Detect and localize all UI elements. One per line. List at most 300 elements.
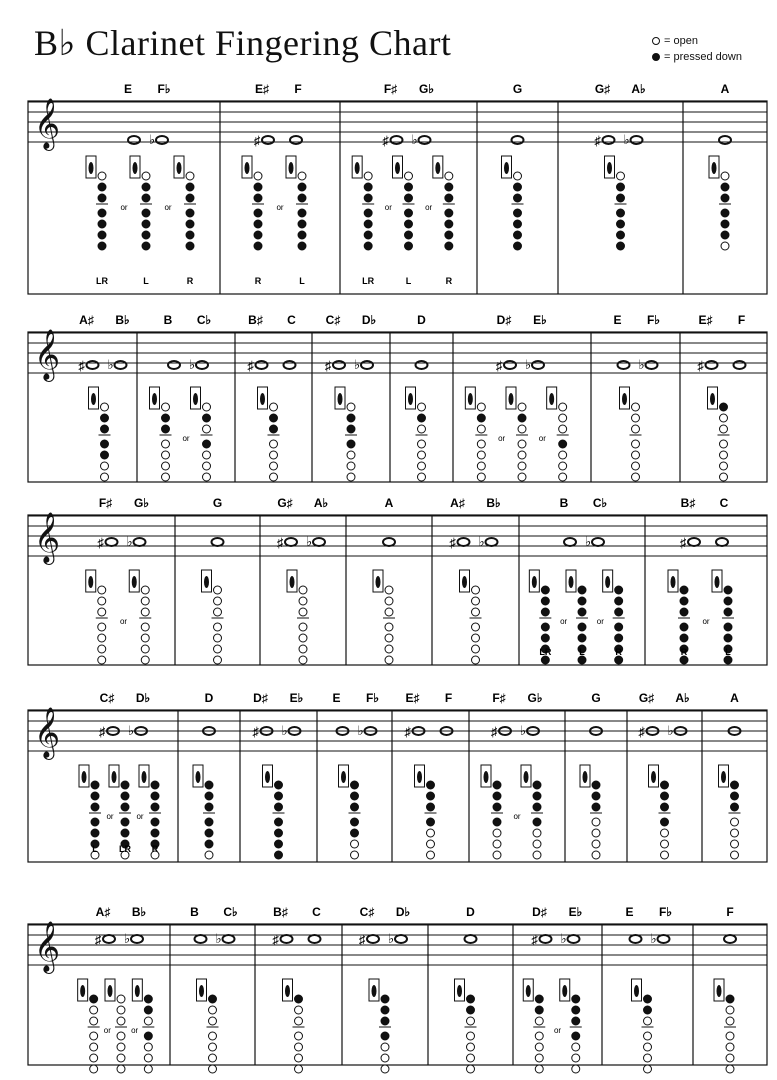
pressed-hole [98, 231, 106, 239]
open-hole [445, 172, 453, 180]
open-hole [518, 462, 526, 470]
open-hole [632, 451, 640, 459]
open-hole [90, 1043, 98, 1051]
open-hole [632, 473, 640, 481]
note-head [532, 361, 544, 369]
open-hole [617, 172, 625, 180]
open-hole [472, 645, 480, 653]
flat-sign: ♭ [124, 931, 131, 946]
pressed-hole [514, 209, 522, 217]
note-head [131, 935, 143, 943]
note-name: G♯ [277, 496, 293, 510]
pressed-hole [254, 209, 262, 217]
pressed-hole [98, 183, 106, 191]
pressed-hole [275, 851, 283, 859]
fingering-diagram [547, 387, 569, 481]
pressed-hole [270, 425, 278, 433]
sharp-sign: ♯ [382, 133, 389, 148]
open-hole [295, 1054, 303, 1062]
note-name: A [730, 691, 739, 705]
pressed-hole [91, 818, 99, 826]
flat-sign: ♭ [585, 534, 592, 549]
pressed-hole [533, 818, 541, 826]
open-hole [533, 829, 541, 837]
note-name: D♭ [361, 313, 377, 327]
open-hole [405, 172, 413, 180]
key-label: L [299, 276, 305, 286]
flat-sign: ♭ [650, 931, 657, 946]
note-cell [242, 82, 308, 286]
pressed-hole [91, 792, 99, 800]
open-hole [214, 656, 222, 664]
flat-sign: ♭ [107, 357, 114, 372]
note-head [168, 361, 180, 369]
fingering-diagram [566, 570, 588, 664]
or-separator: or [119, 617, 128, 626]
fingering-diagram [286, 156, 308, 286]
key-label: L [92, 844, 98, 854]
flat-sign: ♭ [560, 931, 567, 946]
note-name: E♭ [568, 905, 583, 919]
open-hole [533, 840, 541, 848]
note-cell [359, 905, 410, 1073]
note-name: G [512, 82, 523, 96]
note-name: G♭ [419, 82, 434, 96]
pressed-hole [578, 656, 586, 664]
note-head [333, 361, 345, 369]
fingering-diagram [668, 570, 690, 664]
open-hole [98, 586, 106, 594]
pressed-hole [98, 242, 106, 250]
pressed-hole [351, 781, 359, 789]
register-key [712, 162, 717, 174]
note-head [603, 136, 615, 144]
pressed-hole [121, 792, 129, 800]
note-name: B♭ [115, 313, 130, 327]
note-name: G♭ [134, 496, 149, 510]
pressed-hole [347, 425, 355, 433]
note-name: A [720, 82, 730, 96]
flat-sign: ♭ [354, 357, 361, 372]
pressed-hole [151, 829, 159, 837]
open-hole [209, 1065, 217, 1073]
open-hole [209, 1043, 217, 1051]
pressed-hole [518, 414, 526, 422]
pressed-hole [162, 414, 170, 422]
open-hole [299, 608, 307, 616]
fingering-diagram [191, 387, 213, 481]
register-key [717, 985, 722, 997]
note-head [658, 935, 670, 943]
fingering-diagram [708, 387, 730, 481]
pressed-hole [142, 220, 150, 228]
fingering-diagram [242, 156, 264, 286]
register-key [89, 162, 94, 174]
key-label: L [143, 276, 149, 286]
pressed-hole [90, 995, 98, 1003]
chart-row [28, 313, 767, 482]
note-head [103, 935, 115, 943]
register-key [562, 985, 567, 997]
open-hole [117, 995, 125, 1003]
open-hole [141, 586, 149, 594]
pressed-hole [98, 209, 106, 217]
pressed-hole [91, 829, 99, 837]
fingering-diagram [605, 156, 627, 250]
note-name: E [625, 905, 634, 919]
open-hole [347, 473, 355, 481]
open-hole [477, 440, 485, 448]
open-hole [209, 1006, 217, 1014]
register-key [245, 162, 250, 174]
pressed-hole [162, 425, 170, 433]
note-name: C [312, 905, 321, 919]
open-hole [427, 829, 435, 837]
register-key [108, 985, 113, 997]
pressed-hole [724, 608, 732, 616]
open-hole [351, 840, 359, 848]
pressed-hole [298, 242, 306, 250]
flat-sign: ♭ [623, 132, 630, 147]
pressed-hole [364, 231, 372, 239]
pressed-hole [427, 803, 435, 811]
register-key [622, 393, 627, 405]
open-hole [381, 1043, 389, 1051]
open-hole [644, 1043, 652, 1051]
note-name: F [294, 82, 302, 96]
pressed-hole [615, 634, 623, 642]
note-name: A♭ [675, 691, 690, 705]
fingering-diagram [86, 570, 108, 664]
open-hole [726, 1017, 734, 1025]
pressed-hole [364, 209, 372, 217]
pressed-hole [514, 183, 522, 191]
pressed-hole [91, 781, 99, 789]
open-hole [299, 634, 307, 642]
pressed-hole [541, 623, 549, 631]
register-key [607, 162, 612, 174]
pressed-hole [445, 231, 453, 239]
pressed-hole [205, 792, 213, 800]
open-hole [518, 451, 526, 459]
sharp-sign: ♯ [325, 358, 332, 373]
register-key [671, 576, 676, 588]
note-head [564, 538, 576, 546]
flat-sign: ♭ [478, 534, 485, 549]
treble-clef-icon: 𝄞 [34, 708, 61, 757]
fingering-diagram [78, 979, 100, 1073]
row-frame [28, 332, 767, 482]
pressed-hole [445, 194, 453, 202]
register-key [710, 393, 715, 405]
fingering-diagram [455, 979, 477, 1073]
note-name: D♯ [253, 691, 268, 705]
pressed-hole [533, 803, 541, 811]
pressed-hole [661, 792, 669, 800]
pressed-hole [533, 781, 541, 789]
open-hole [661, 829, 669, 837]
open-hole [295, 1006, 303, 1014]
open-hole [385, 645, 393, 653]
open-hole [632, 440, 640, 448]
note-cell [455, 905, 477, 1073]
pressed-hole [98, 194, 106, 202]
pressed-hole [405, 194, 413, 202]
pressed-hole [205, 803, 213, 811]
pressed-hole [578, 634, 586, 642]
note-cell [79, 313, 130, 481]
pressed-hole [572, 1032, 580, 1040]
pressed-hole [142, 194, 150, 202]
note-cell [352, 82, 455, 286]
pressed-hole [381, 1032, 389, 1040]
fingering-diagram [714, 979, 736, 1073]
pressed-hole [427, 818, 435, 826]
open-hole [141, 597, 149, 605]
open-hole [141, 608, 149, 616]
pressed-hole [661, 818, 669, 826]
flat-sign: ♭ [520, 723, 527, 738]
register-key [721, 771, 726, 783]
sharp-sign: ♯ [78, 358, 85, 373]
pressed-hole [493, 818, 501, 826]
open-hole [347, 451, 355, 459]
pressed-hole [533, 792, 541, 800]
open-hole [98, 172, 106, 180]
open-hole [731, 818, 739, 826]
note-head [361, 361, 373, 369]
note-name: B [559, 496, 569, 510]
open-hole [385, 586, 393, 594]
open-hole [477, 473, 485, 481]
flat-sign: ♭ [525, 357, 532, 372]
fingering-diagram [415, 765, 437, 859]
pressed-hole [405, 209, 413, 217]
pressed-hole [186, 220, 194, 228]
open-hole [472, 586, 480, 594]
note-head [313, 538, 325, 546]
flat-sign: ♭ [638, 357, 645, 372]
pressed-hole [578, 608, 586, 616]
sharp-sign: ♯ [359, 932, 366, 947]
pressed-hole [351, 792, 359, 800]
open-hole [214, 645, 222, 653]
pressed-hole [351, 829, 359, 837]
open-hole [467, 1043, 475, 1051]
register-key [204, 576, 209, 588]
pressed-hole [493, 781, 501, 789]
open-hole [720, 425, 728, 433]
open-hole [381, 1065, 389, 1073]
note-name: F [444, 691, 453, 705]
pressed-hole [615, 597, 623, 605]
note-head [256, 361, 268, 369]
open-hole [726, 1065, 734, 1073]
pressed-hole [101, 425, 109, 433]
open-hole [295, 1043, 303, 1051]
open-hole [214, 586, 222, 594]
pressed-hole [381, 995, 389, 1003]
open-hole [101, 403, 109, 411]
open-hole [299, 586, 307, 594]
note-name: A♭ [313, 496, 329, 510]
note-head [115, 361, 127, 369]
pressed-hole [724, 586, 732, 594]
note-head [196, 361, 208, 369]
pressed-hole [617, 220, 625, 228]
flat-sign: ♭ [306, 534, 313, 549]
open-hole [385, 623, 393, 631]
note-cell [190, 905, 238, 1073]
open-hole [418, 425, 426, 433]
note-name: C♯ [99, 691, 115, 705]
pressed-hole [101, 414, 109, 422]
pressed-hole [205, 818, 213, 826]
pressed-hole [477, 414, 485, 422]
open-hole [90, 1054, 98, 1062]
register-key [569, 576, 574, 588]
sharp-sign: ♯ [254, 133, 261, 148]
open-hole [720, 473, 728, 481]
note-head [540, 935, 552, 943]
open-hole [472, 623, 480, 631]
open-hole [514, 172, 522, 180]
open-hole [726, 1006, 734, 1014]
open-hole [98, 645, 106, 653]
open-hole [726, 1032, 734, 1040]
pressed-hole [364, 183, 372, 191]
open-hole [559, 473, 567, 481]
fingering-diagram [174, 156, 196, 286]
note-name: A♯ [450, 496, 465, 510]
open-hole [467, 1032, 475, 1040]
note-cell [523, 905, 582, 1073]
open-hole [144, 1043, 152, 1051]
flat-sign: ♭ [667, 723, 674, 738]
pressed-hole [101, 440, 109, 448]
open-hole [270, 403, 278, 411]
pressed-hole [721, 183, 729, 191]
note-cell [595, 82, 646, 250]
or-separator: or [106, 812, 114, 821]
open-hole [98, 634, 106, 642]
pressed-hole [275, 781, 283, 789]
note-head [309, 935, 321, 943]
note-name: C [287, 313, 296, 327]
note-cell [86, 496, 152, 664]
open-hole [427, 851, 435, 859]
pressed-hole [578, 586, 586, 594]
note-head [87, 361, 99, 369]
pressed-hole [680, 608, 688, 616]
note-name: B♯ [248, 313, 263, 327]
note-name: B♭ [131, 905, 147, 919]
pressed-hole [724, 597, 732, 605]
open-hole [472, 656, 480, 664]
pressed-hole [364, 194, 372, 202]
register-key [605, 576, 610, 588]
pressed-hole [275, 840, 283, 848]
register-key [112, 771, 117, 783]
pressed-hole [721, 231, 729, 239]
open-hole [351, 851, 359, 859]
open-hole [535, 1065, 543, 1073]
open-hole [214, 634, 222, 642]
open-hole [205, 851, 213, 859]
open-hole [298, 172, 306, 180]
open-hole [726, 1043, 734, 1051]
sharp-sign: ♯ [272, 932, 279, 947]
register-key [457, 985, 462, 997]
note-cell [406, 313, 428, 481]
note-head [724, 935, 736, 943]
key-label: LR [96, 276, 108, 286]
pressed-hole [298, 194, 306, 202]
pressed-hole [617, 242, 625, 250]
key-label: L [405, 276, 412, 286]
open-hole [477, 403, 485, 411]
note-cell [273, 905, 322, 1073]
treble-clef-icon: 𝄞 [34, 99, 61, 148]
open-hole [632, 425, 640, 433]
note-name: D♭ [395, 905, 411, 919]
key-label: R [615, 647, 622, 657]
open-hole [90, 1065, 98, 1073]
note-head [285, 538, 297, 546]
note-cell [78, 905, 155, 1073]
open-hole [203, 425, 211, 433]
note-name: B [190, 905, 199, 919]
pressed-hole [144, 1032, 152, 1040]
pressed-hole [680, 586, 688, 594]
open-hole [632, 403, 640, 411]
fingering-diagram [709, 156, 731, 250]
note-head [568, 935, 580, 943]
treble-clef-icon: 𝄞 [34, 330, 61, 379]
note-name: D [417, 313, 426, 327]
open-hole [535, 1032, 543, 1040]
note-name: B♯ [273, 905, 288, 919]
note-head [630, 935, 642, 943]
register-key [260, 393, 265, 405]
pressed-hole [427, 792, 435, 800]
pressed-hole [101, 451, 109, 459]
open-hole [493, 840, 501, 848]
flat-sign: ♭ [357, 723, 364, 738]
or-separator: or [513, 812, 521, 821]
fingering-diagram [193, 765, 215, 859]
open-hole [535, 1054, 543, 1062]
register-key [435, 162, 440, 174]
note-name: G♯ [638, 691, 655, 705]
fingering-diagram [202, 570, 224, 664]
pressed-hole [298, 231, 306, 239]
open-hole [533, 851, 541, 859]
pressed-hole [203, 414, 211, 422]
register-key [132, 576, 137, 588]
open-hole [720, 414, 728, 422]
fingering-diagram [712, 570, 734, 664]
pressed-hole [151, 818, 159, 826]
fingering-diagram [129, 570, 151, 664]
register-key [289, 162, 294, 174]
pressed-hole [270, 414, 278, 422]
pressed-hole [351, 818, 359, 826]
sharp-sign: ♯ [99, 724, 106, 739]
pressed-hole [541, 634, 549, 642]
open-hole [117, 1043, 125, 1051]
chart-row [28, 82, 767, 294]
